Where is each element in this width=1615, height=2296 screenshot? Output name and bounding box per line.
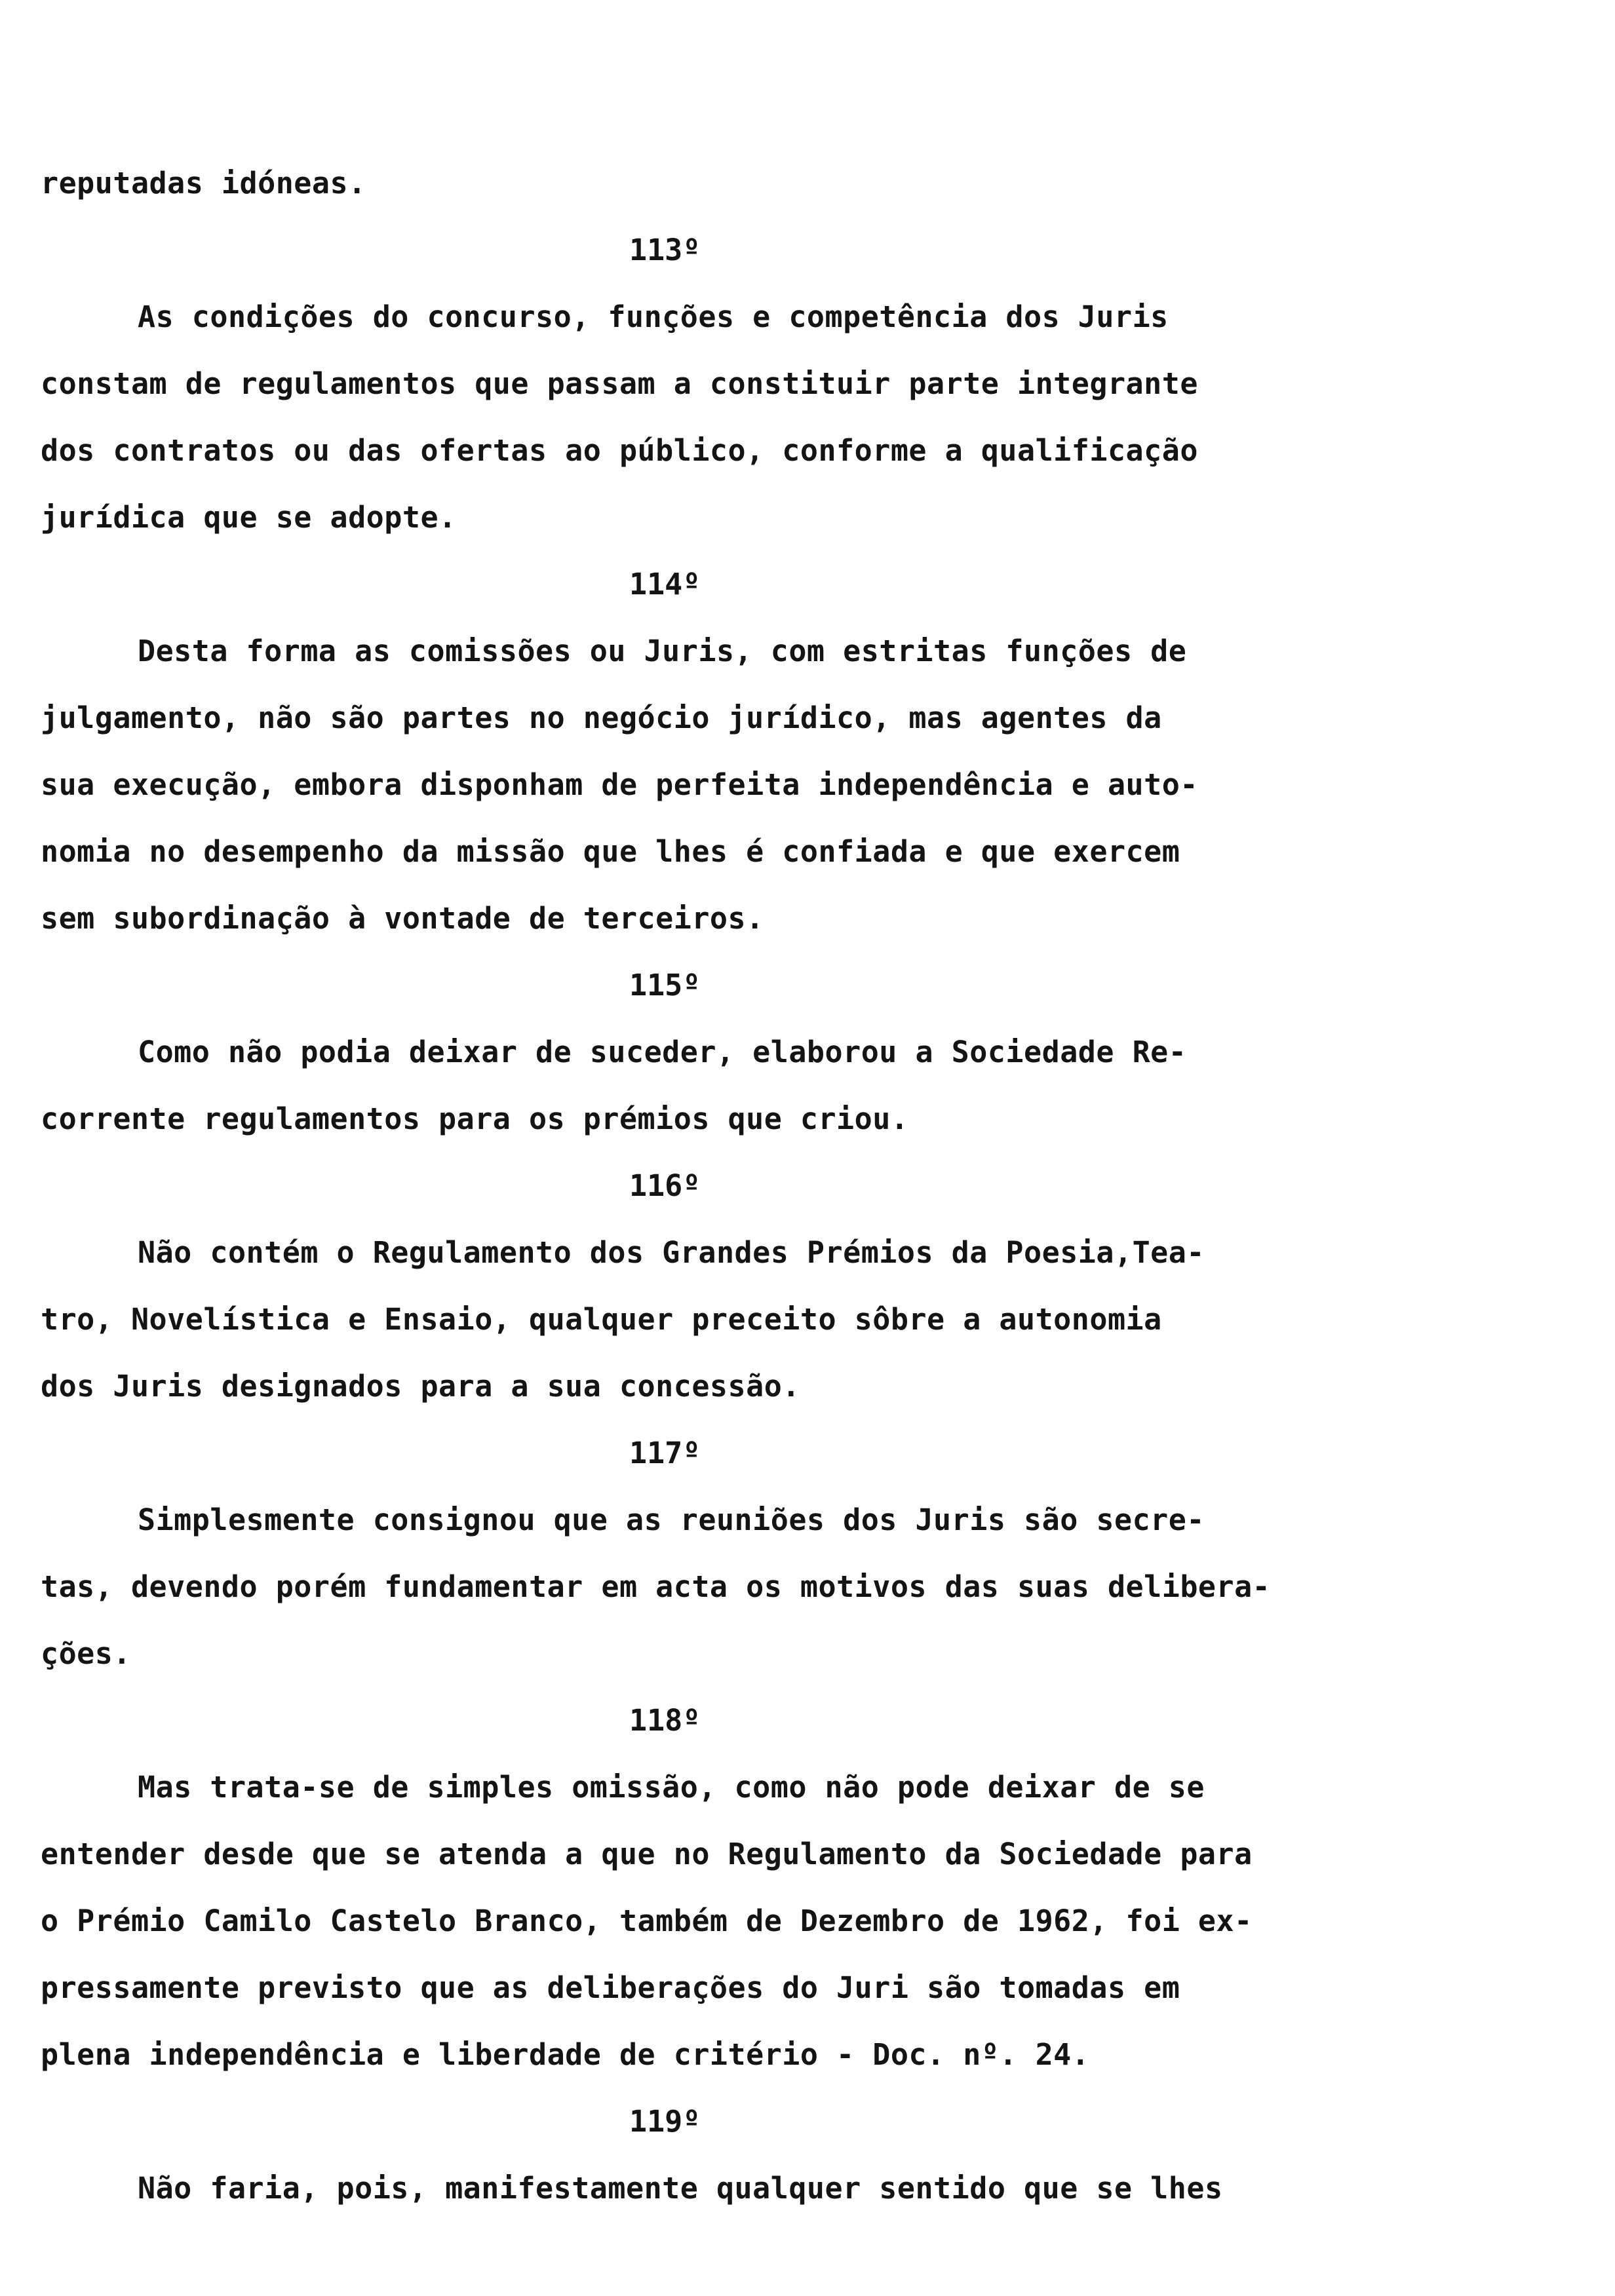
text-line: constam de regulamentos que passam a constituir parte integrante: [41, 366, 1198, 401]
text-line: sua execução, embora disponham de perfeita independência e auto-: [41, 767, 1198, 802]
article-number: 119º: [629, 2104, 701, 2139]
article-number: 117º: [629, 1436, 701, 1470]
text-line: Não faria, pois, manifestamente qualquer sentido que se lhes: [138, 2171, 1223, 2206]
text-line: sem subordinação à vontade de terceiros.: [41, 901, 764, 936]
text-line: Não contém o Regulamento dos Grandes Prémios da Poesia,Tea-: [138, 1235, 1205, 1270]
text-line: julgamento, não são partes no negócio jurídico, mas agentes da: [41, 700, 1162, 735]
text-line: o Prémio Camilo Castelo Branco, também de Dezembro de 1962, foi ex-: [41, 1904, 1253, 1938]
article-number: 114º: [629, 567, 701, 602]
text-line: plena independência e liberdade de critério - Doc. nº. 24.: [41, 2037, 1090, 2072]
text-line: ções.: [41, 1636, 131, 1671]
text-line: tas, devendo porém fundamentar em acta os motivos das suas delibera-: [41, 1569, 1271, 1604]
text-line: corrente regulamentos para os prémios que criou.: [41, 1101, 909, 1136]
text-line: Desta forma as comissões ou Juris, com estritas funções de: [138, 634, 1187, 668]
text-line: dos Juris designados para a sua concessão.: [41, 1369, 800, 1404]
text-line: pressamente previsto que as deliberações do Juri são tomadas em: [41, 1970, 1180, 2005]
text-line: nomia no desempenho da missão que lhes é confiada e que exercem: [41, 834, 1180, 869]
text-line: Como não podia deixar de suceder, elaborou a Sociedade Re-: [138, 1035, 1187, 1069]
text-line: Simplesmente consignou que as reuniões dos Juris são secre-: [138, 1502, 1205, 1537]
article-number: 115º: [629, 968, 701, 1003]
text-line: reputadas idóneas.: [41, 166, 366, 201]
text-line: tro, Novelística e Ensaio, qualquer preceito sôbre a autonomia: [41, 1302, 1162, 1337]
article-number: 116º: [629, 1168, 701, 1203]
article-number: 118º: [629, 1703, 701, 1738]
text-line: dos contratos ou das ofertas ao público, conforme a qualificação: [41, 433, 1198, 468]
text-line: jurídica que se adopte.: [41, 500, 457, 535]
article-number: 113º: [629, 233, 701, 267]
text-line: As condições do concurso, funções e competência dos Juris: [138, 299, 1169, 334]
text-line: entender desde que se atenda a que no Regulamento da Sociedade para: [41, 1837, 1253, 1871]
text-line: Mas trata-se de simples omissão, como não pode deixar de se: [138, 1770, 1205, 1805]
